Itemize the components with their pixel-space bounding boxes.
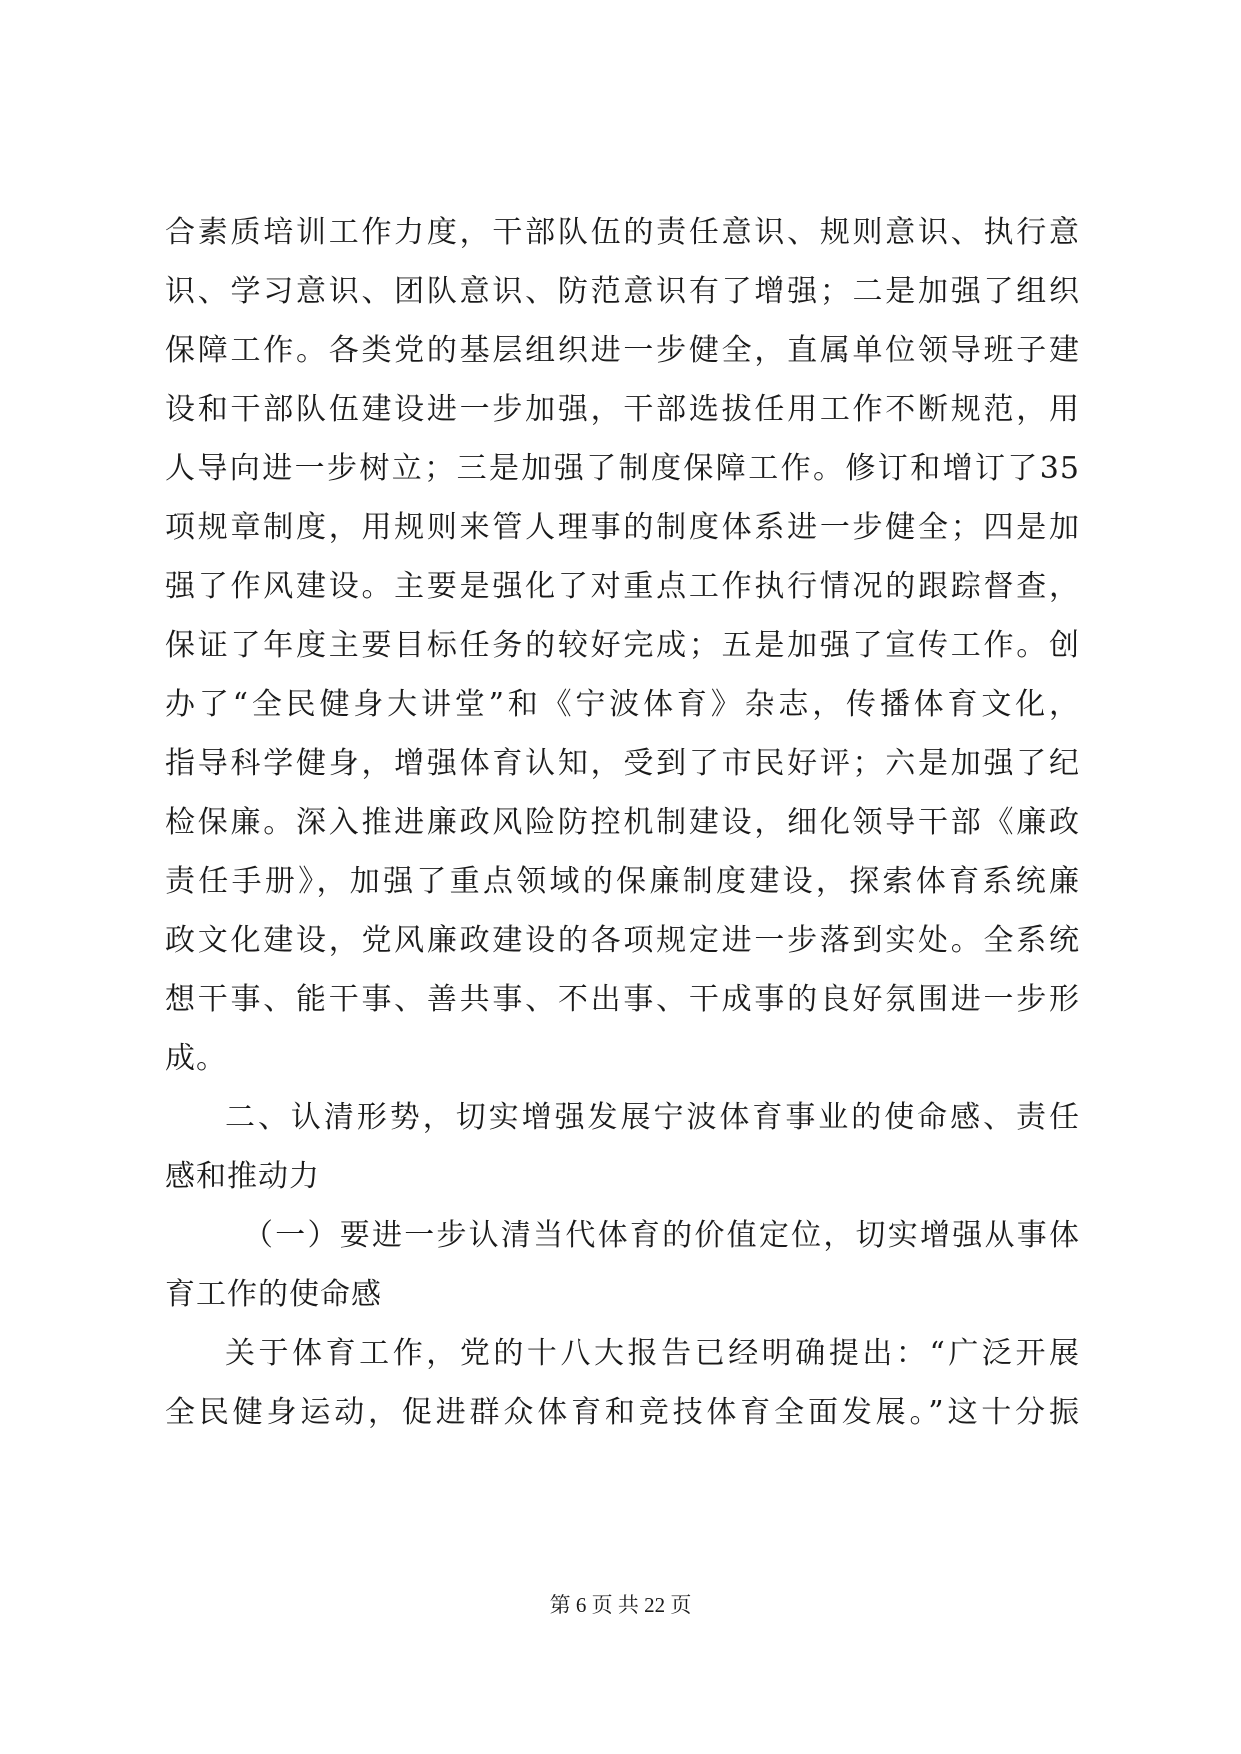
body-text-line: 强了作风建设。主要是强化了对重点工作执行情况的跟踪督查，	[165, 569, 1080, 604]
section-heading-line: 感和推动力	[165, 1159, 320, 1194]
body-text-line: 指导科学健身，增强体育认知，受到了市民好评；六是加强了纪	[165, 746, 1080, 781]
body-text-line: 全民健身运动，促进群众体育和竞技体育全面发展。”这十分振	[165, 1395, 1080, 1430]
body-text-line: 设和干部队伍建设进一步加强，干部选拔任用工作不断规范，用	[165, 392, 1080, 427]
body-text-line: 检保廉。深入推进廉政风险防控机制建设，细化领导干部《廉政	[165, 805, 1080, 840]
body-text-line: 保障工作。各类党的基层组织进一步健全，直属单位领导班子建	[165, 333, 1080, 368]
body-text-line: 政文化建设，党风廉政建设的各项规定进一步落到实处。全系统	[165, 923, 1080, 958]
body-text-line: 合素质培训工作力度，干部队伍的责任意识、规则意识、执行意	[165, 215, 1080, 250]
subsection-heading-line: （一）要进一步认清当代体育的价值定位，切实增强从事体	[243, 1218, 1080, 1253]
subsection-heading-line: 育工作的使命感	[165, 1277, 382, 1312]
page-number-footer: 第 6 页 共 22 页	[549, 1593, 692, 1617]
body-text-line: 识、学习意识、团队意识、防范意识有了增强；二是加强了组织	[165, 274, 1080, 309]
body-text-line: 人导向进一步树立；三是加强了制度保障工作。修订和增订了35	[165, 451, 1080, 486]
body-text-line: 项规章制度，用规则来管人理事的制度体系进一步健全；四是加	[165, 510, 1080, 545]
body-text-line: 成。	[165, 1041, 227, 1076]
body-text-line: 保证了年度主要目标任务的较好完成；五是加强了宣传工作。创	[165, 628, 1080, 663]
body-text-line: 责任手册》，加强了重点领域的保廉制度建设，探索体育系统廉	[165, 864, 1080, 899]
body-text-line: 关于体育工作，党的十八大报告已经明确提出：“广泛开展	[225, 1336, 1080, 1371]
section-heading-line: 二、认清形势，切实增强发展宁波体育事业的使命感、责任	[225, 1100, 1080, 1135]
body-text-line: 想干事、能干事、善共事、不出事、干成事的良好氛围进一步形	[165, 982, 1080, 1017]
body-text-line: 办了“全民健身大讲堂”和《宁波体育》杂志，传播体育文化，	[165, 687, 1080, 722]
